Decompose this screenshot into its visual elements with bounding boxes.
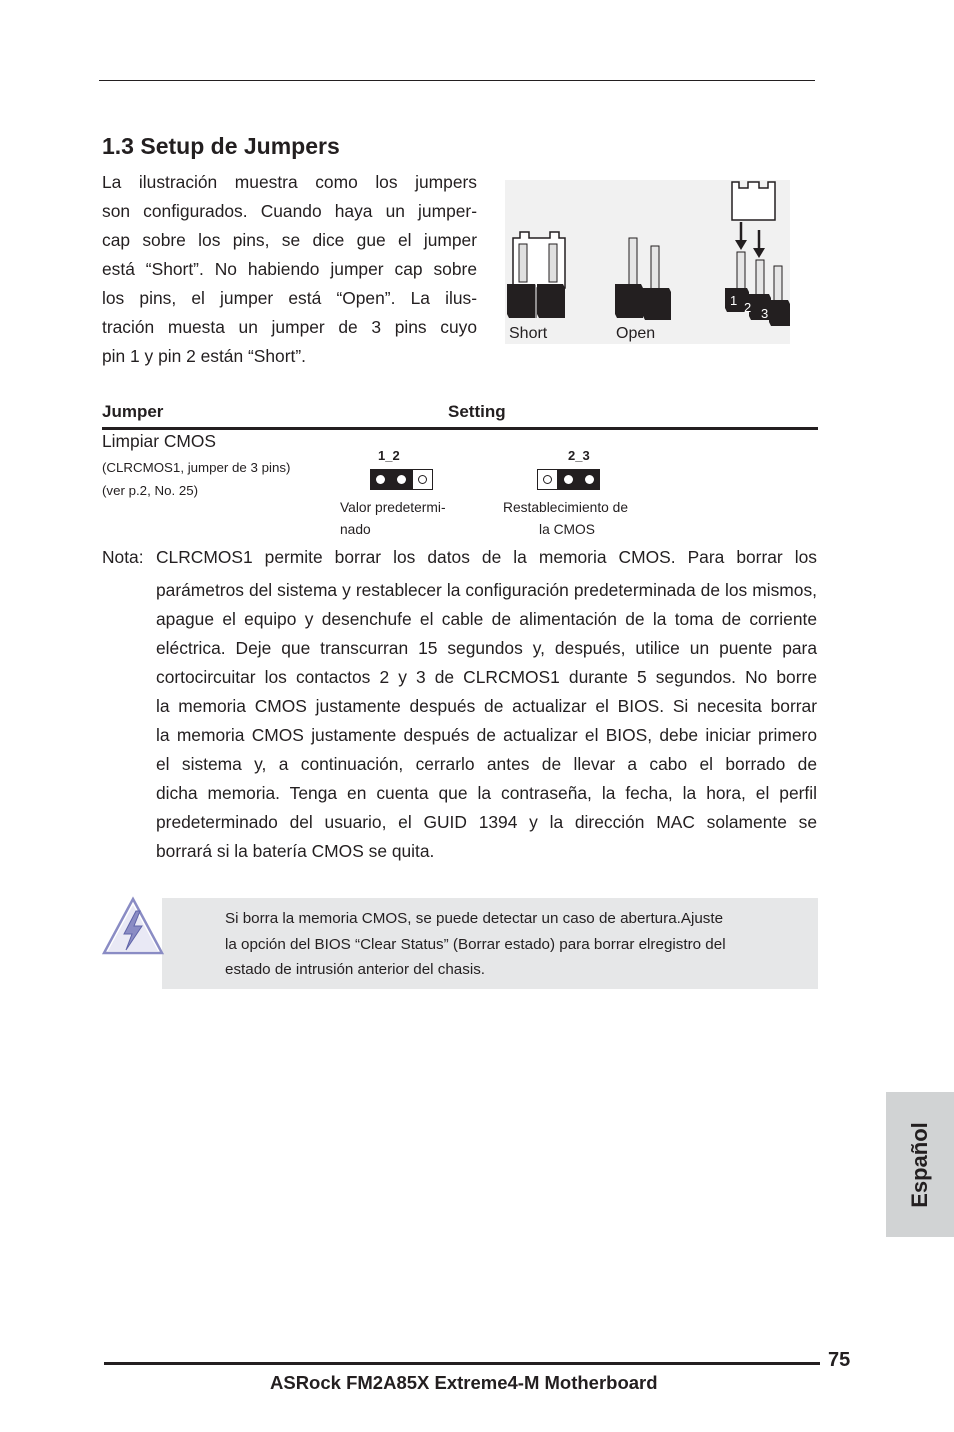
setting-caption: Restablecimiento de <box>503 500 629 515</box>
column-header-jumper: Jumper <box>102 402 164 421</box>
setting-pins-label: 2_3 <box>568 448 590 463</box>
intro-line: está “Short”. No habiendo jumper cap sobre <box>102 259 477 279</box>
warning-text <box>225 906 805 983</box>
note-body <box>156 576 817 866</box>
pin-number-3: 3 <box>761 306 769 321</box>
page-number: 75 <box>828 1349 851 1371</box>
three-pin-jumper-graphic <box>725 182 790 326</box>
note-first-line: CLRCMOS1 permite borrar los datos de la memoria CMOS. Para borrar los <box>156 547 817 567</box>
warning-line: estado de intrusión anterior del chasis. <box>225 961 486 978</box>
jumper-diagram-svg <box>505 180 790 344</box>
warning-line: la opción del BIOS “Clear Status” (Borrar estado) para borrar elregistro del <box>225 935 726 953</box>
footer-product-name: ASRock FM2A85X Extreme4-M Motherboard <box>270 1372 658 1393</box>
short-jumper-graphic <box>507 232 565 318</box>
note-line: borrará si la batería CMOS se quita. <box>156 841 435 861</box>
column-header-setting: Setting <box>448 402 506 421</box>
warning-line: Si borra la memoria CMOS, se puede detectar un caso de abertura.Ajuste <box>225 910 724 927</box>
open-jumper-graphic <box>615 238 671 320</box>
footer-rule <box>104 1362 820 1365</box>
jumper-reference: (ver p.2, No. 25) <box>102 483 199 498</box>
open-label: Open <box>616 325 656 342</box>
setting-caption: la CMOS <box>539 522 595 537</box>
intro-line: tración muesta un jumper de 3 pins cuyo <box>102 317 477 337</box>
warning-box <box>162 898 818 989</box>
pin-open <box>412 469 433 490</box>
note-line: el sistema y, a continuación, cerrarlo antes de llevar a cabo el borrado de <box>156 754 817 774</box>
note-line: apague el equipo y desenchufe el cable de alimentación de la toma de corriente <box>156 609 817 629</box>
pin-shorted <box>579 469 600 490</box>
intro-line: los pins, el jumper está “Open”. La ilus- <box>102 288 477 308</box>
warning-lightning-icon <box>102 896 164 956</box>
jumper-detail: (CLRCMOS1, jumper de 3 pins) <box>102 460 291 475</box>
setting-caption: nado <box>340 522 371 537</box>
note-line: cortocircuitar los contactos 2 y 3 de CLRCMOS1 durante 5 segundos. No borre <box>156 667 817 687</box>
setting-pins-label: 1_2 <box>378 448 400 463</box>
note-line: la memoria CMOS justamente después de actualizar el BIOS. Si necesita borrar <box>156 696 817 716</box>
short-label: Short <box>509 325 548 342</box>
pin-shorted <box>558 469 579 490</box>
intro-paragraph <box>102 168 477 371</box>
note-line: dicha memoria. Tenga en cuenta que la contraseña, la fecha, la hora, el perfil <box>156 783 817 803</box>
pin-number-1: 1 <box>730 293 738 308</box>
table-header-rule <box>102 427 818 430</box>
pin-header-1-2 <box>370 469 433 490</box>
note-line: la memoria CMOS justamente después de actualizar el BIOS, debe iniciar primero <box>156 725 817 745</box>
language-label: Español <box>907 1121 932 1208</box>
section-title: 1.3 Setup de Jumpers <box>102 133 340 159</box>
pin-header-2-3 <box>537 469 600 490</box>
header-rule <box>99 80 815 81</box>
intro-line: pin 1 y pin 2 están “Short”. <box>102 346 306 366</box>
intro-line: La ilustración muestra como los jumpers <box>102 172 477 192</box>
intro-line: cap sobre los pins, se dice gue el jumper <box>102 230 477 250</box>
setting-caption: Valor predetermi- <box>340 500 446 515</box>
note-label: Nota: <box>102 547 144 567</box>
pin-open <box>537 469 558 490</box>
pin-number-2: 2 <box>744 300 752 315</box>
pin-shorted <box>370 469 391 490</box>
note-line: predeterminado del usuario, el GUID 1394 y la dirección MAC solamente se <box>156 812 817 832</box>
pin-shorted <box>391 469 412 490</box>
language-tab <box>886 1092 954 1237</box>
jumper-name: Limpiar CMOS <box>102 431 217 451</box>
jumper-illustration <box>505 180 790 344</box>
note-line: parámetros del sistema y restablecer la configuración predeterminada de los mismos, <box>156 580 817 600</box>
intro-line: son configurados. Cuando haya un jumper- <box>102 201 477 221</box>
note-line: eléctrica. Deje que transcurran 15 segundos y, después, utilice un puente para <box>156 638 817 658</box>
